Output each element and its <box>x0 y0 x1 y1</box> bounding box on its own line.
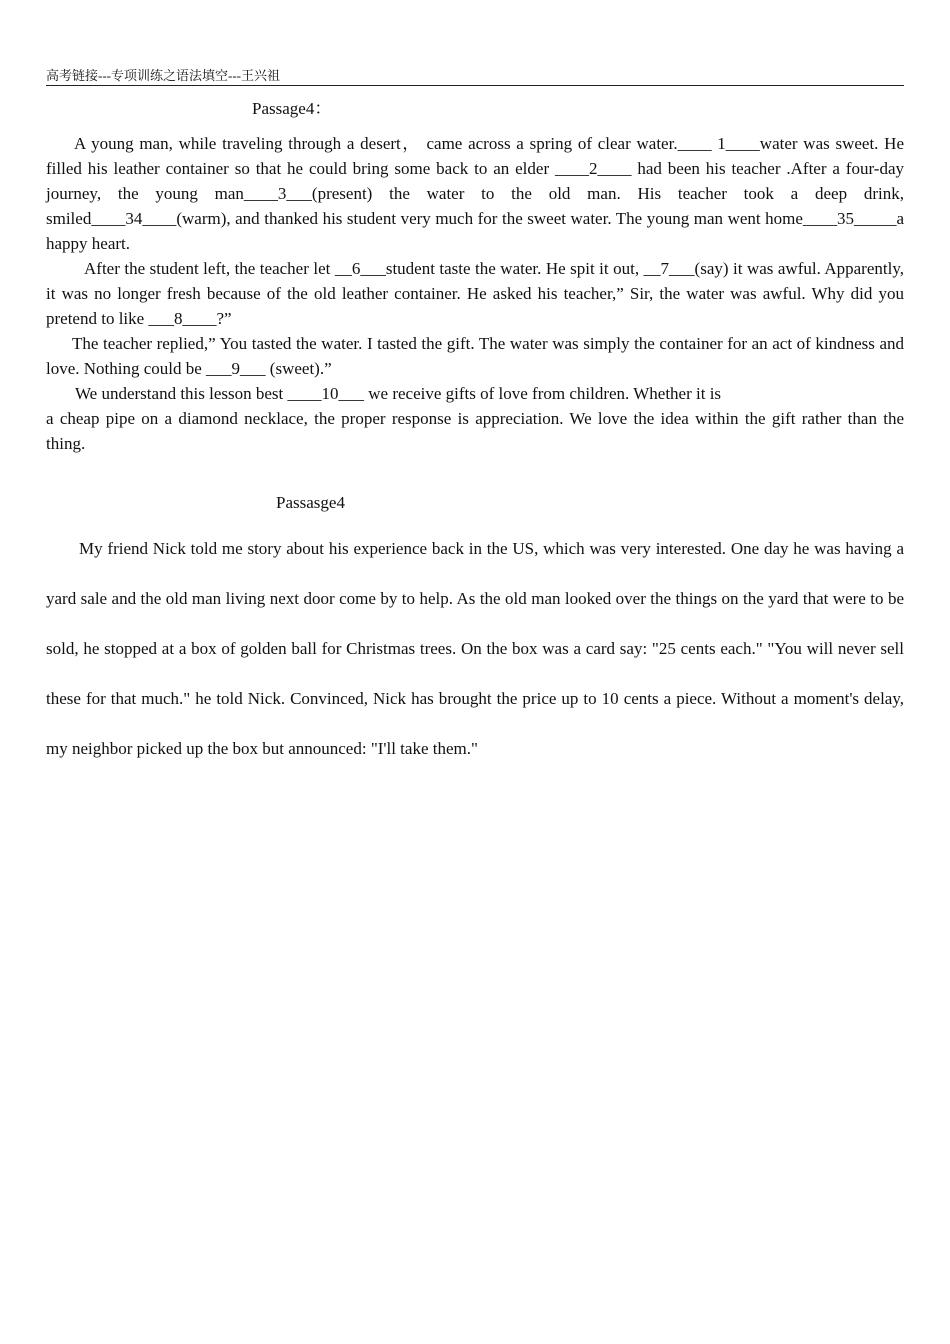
page-header: 高考链接---专项训练之语法填空---王兴祖 <box>46 66 904 86</box>
passage-1-title: Passage4： <box>252 99 332 118</box>
passage-1-body <box>46 131 904 456</box>
passage-1-paragraph-1: A young man, while traveling through a desert， came across a spring of clear water.____ 1____water was sweet. He filled his leather container so that he could bring some back to an elder ____2____ had been his teacher .After a four-day journey, the young man____3___(present) the water to the old man. His teacher took a deep drink, smiled____34____(warm), and thanked his student very much for the sweet water. The young man went home____35_____a happy heart. <box>46 134 904 253</box>
passage-1-paragraph-3: The teacher replied,” You tasted the water. I tasted the gift. The water was simply the container for an act of kindness and love. Nothing could be ___9___ (sweet).” <box>46 334 904 378</box>
passage-1-paragraph-2: After the student left, the teacher let __6___student taste the water. He spit it out, __7___(say) it was awful. Apparently, it was no longer fresh because of the old leather container. He asked his teacher,” Sir, the water was awful. Why did you pretend to like ___8____?” <box>46 259 904 328</box>
passage-2-body <box>46 524 904 774</box>
passage-2-title: Passasge4 <box>276 493 345 512</box>
passage-2-paragraph-1: My friend Nick told me story about his experience back in the US, which was very interested. One day he was having a yard sale and the old man living next door come by to help. As the old man looked over the things on the yard that were to be sold, he stopped at a box of golden ball for Christmas trees. On the box was a card say: "25 cents each." "You will never sell these for that much." he told Nick. Convinced, Nick has brought the price up to 10 cents a piece. Without a moment's delay, my neighbor picked up the box but announced: "I'll take them." <box>46 539 904 758</box>
passage-1-paragraph-5: a cheap pipe on a diamond necklace, the proper response is appreciation. We love the idea within the gift rather than the thing. <box>46 409 904 453</box>
passage-1-paragraph-4: We understand this lesson best ____10___ we receive gifts of love from children. Whether it is <box>75 384 722 403</box>
